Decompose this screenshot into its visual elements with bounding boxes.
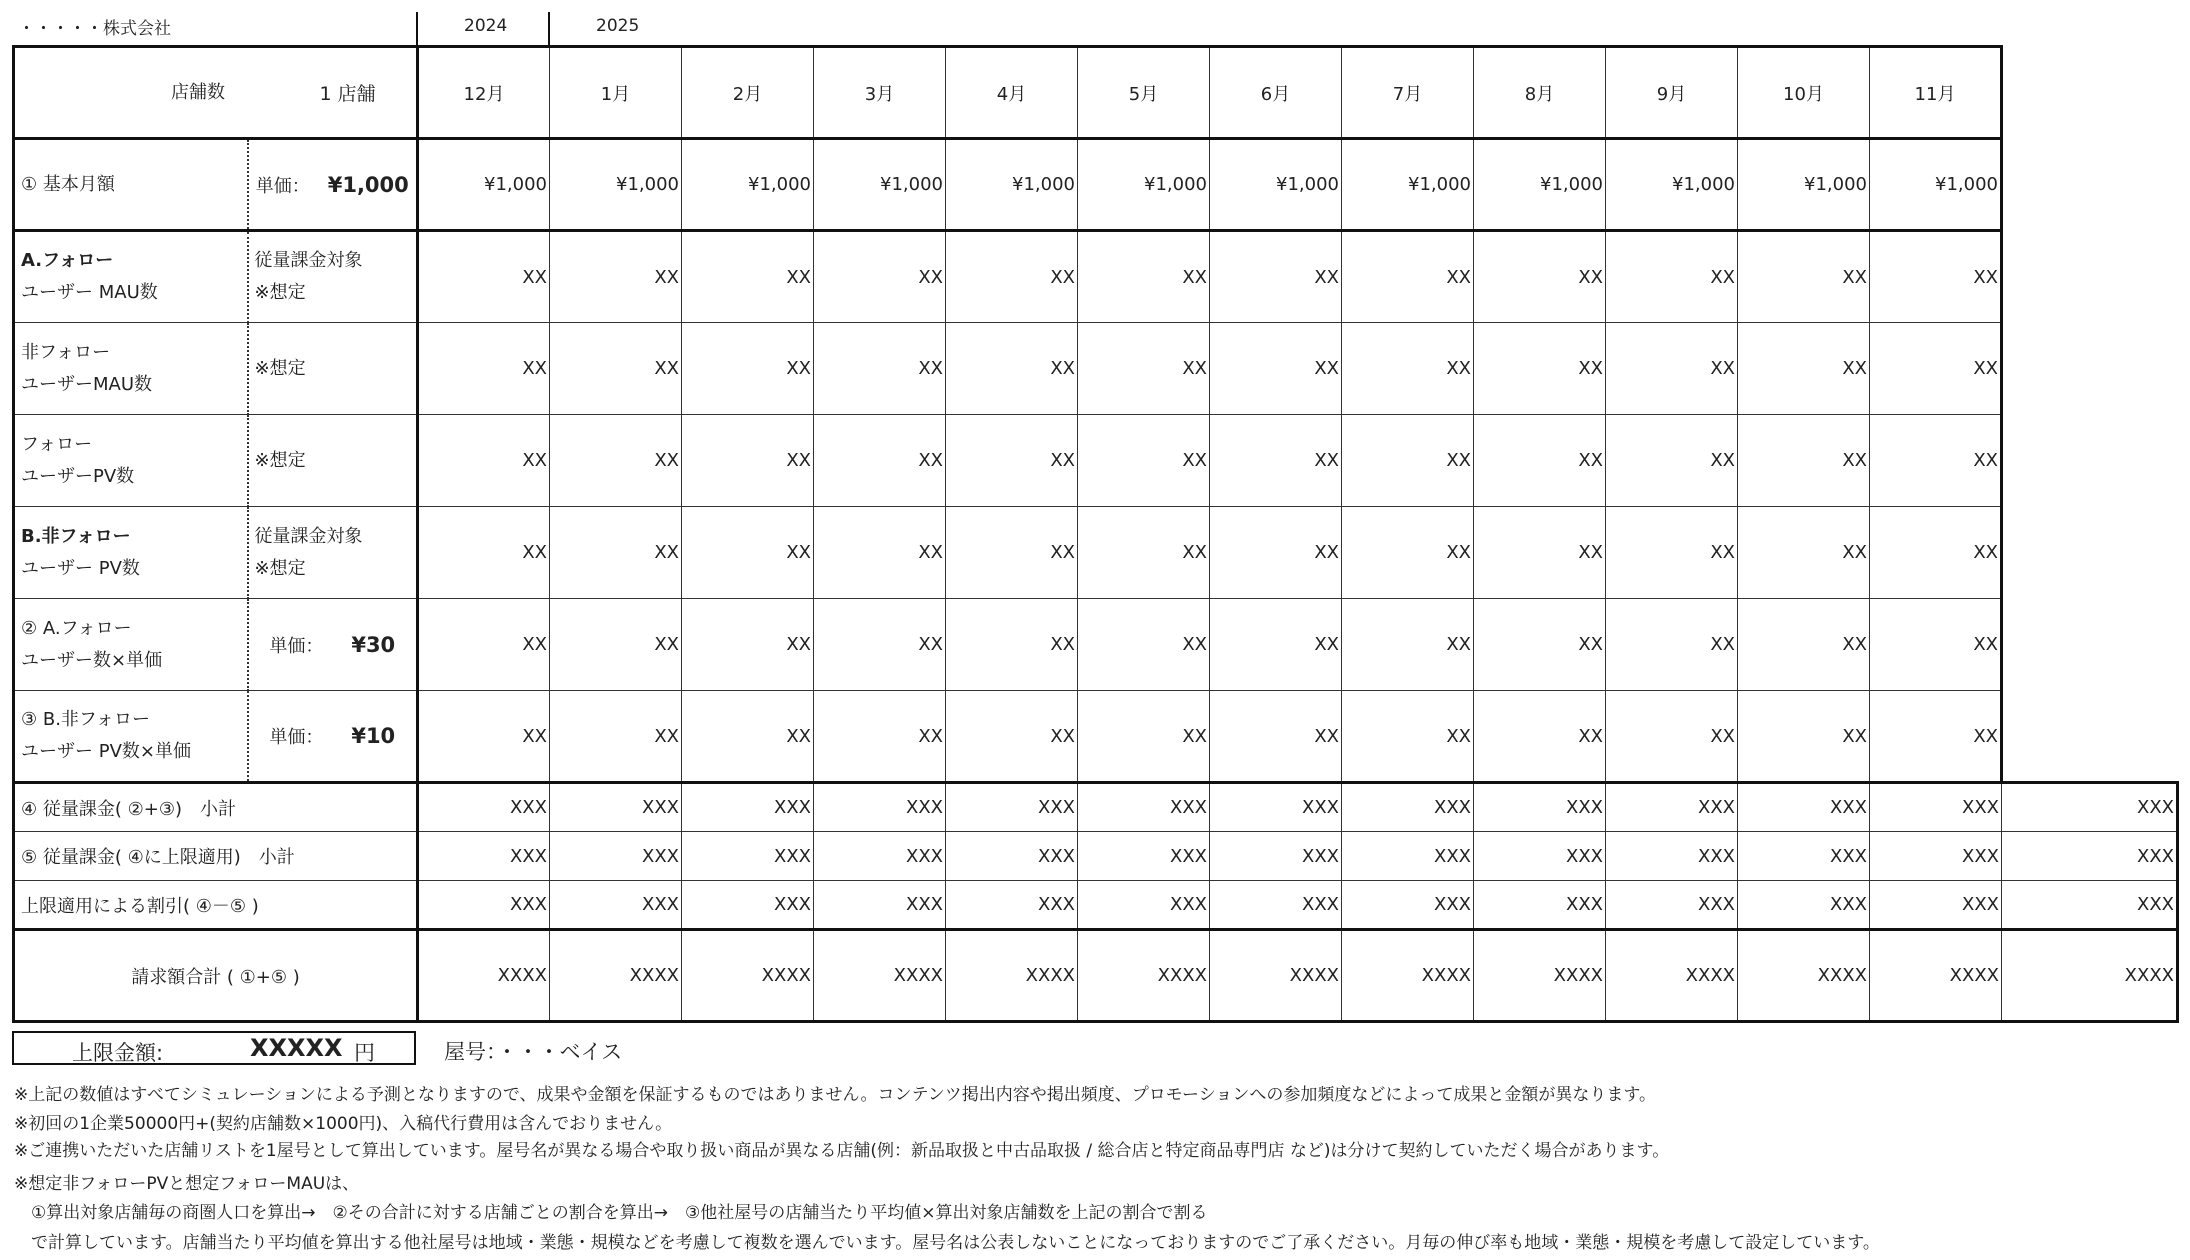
value-cell: XX <box>1078 599 1210 691</box>
month-header: 1月 <box>550 47 682 139</box>
value-cell: XX <box>1474 599 1606 691</box>
subtotal-value: XXX <box>1474 832 1606 881</box>
base-fee-price-value: ¥1,000 <box>327 172 409 197</box>
row-sub-line1: 従量課金対象 <box>254 525 363 547</box>
total-value: XXXX <box>946 930 1078 1022</box>
note-line: ※想定非フォローPVと想定フォローMAUは、 <box>14 1174 360 1194</box>
value-cell: XX <box>1870 323 2002 415</box>
store-count-label: 店舗数 <box>171 81 225 103</box>
empty-cell <box>2002 691 2178 783</box>
year-divider <box>416 12 418 46</box>
priced-label-line1: ② A.フォロー <box>21 617 132 639</box>
value-cell: ¥1,000 <box>1210 139 1342 231</box>
month-header: 3月 <box>814 47 946 139</box>
priced-label-cell <box>14 691 248 783</box>
month-header: 2月 <box>682 47 814 139</box>
value-cell: XX <box>418 507 550 599</box>
base-fee-price-cell <box>248 139 418 231</box>
month-header: 5月 <box>1078 47 1210 139</box>
metric-label-cell <box>14 323 248 415</box>
total-value: XXXX <box>1210 930 1342 1022</box>
shop-name: 屋号：・・・ベイス <box>444 1040 623 1064</box>
subtotal-value: XXX <box>814 783 946 832</box>
subtotal-value: XXX <box>682 832 814 881</box>
value-cell: XX <box>682 323 814 415</box>
year-2024-label: 2024 <box>464 16 508 36</box>
value-cell: XX <box>550 323 682 415</box>
metric-sub-cell <box>248 507 418 599</box>
value-cell: XX <box>1210 507 1342 599</box>
month-header: 7月 <box>1342 47 1474 139</box>
empty-cell <box>2002 599 2178 691</box>
value-cell: XX <box>1870 691 2002 783</box>
value-cell: XX <box>814 323 946 415</box>
limit-amount-label: 上限金額: <box>72 1041 164 1065</box>
empty-cell <box>2002 507 2178 599</box>
value-cell: XX <box>1738 507 1870 599</box>
priced-label-cell <box>14 599 248 691</box>
value-cell: XX <box>1210 323 1342 415</box>
note-line: ※ご連携いただいた店舗リストを1屋号として算出しています。屋号名が異なる場合や取り扱い商品が異なる店舗(例：新品取扱と中古品取扱 / 総合店と特定商品専門店 など)は分けて契約していただく場合があります。 <box>14 1141 1670 1161</box>
value-cell: XX <box>1342 231 1474 323</box>
subtotal-value: XXX <box>418 881 550 930</box>
subtotal-label: 上限適用による割引( ④－⑤ ) <box>14 881 418 930</box>
empty-cell <box>2002 415 2178 507</box>
value-cell: XX <box>418 599 550 691</box>
subtotal-label: ⑤ 従量課金( ④に上限適用) 小計 <box>14 832 418 881</box>
value-cell: ¥1,000 <box>946 139 1078 231</box>
value-cell: XX <box>682 415 814 507</box>
value-cell: XX <box>1210 599 1342 691</box>
value-cell: XX <box>1870 231 2002 323</box>
value-cell: XX <box>1210 231 1342 323</box>
row-sub-line1: ※想定 <box>254 357 306 379</box>
subtotal-value: XXX <box>1606 783 1738 832</box>
value-cell: XX <box>1606 231 1738 323</box>
value-cell: XX <box>814 415 946 507</box>
value-cell: ¥1,000 <box>1870 139 2002 231</box>
year-divider <box>548 12 550 46</box>
value-cell: XX <box>1078 415 1210 507</box>
value-cell: XX <box>814 599 946 691</box>
value-cell: XX <box>682 599 814 691</box>
value-cell: XX <box>946 599 1078 691</box>
subtotal-value: XXX <box>550 881 682 930</box>
limit-amount-value: XXXXX <box>250 1034 343 1062</box>
row-label-line1: フォロー <box>21 433 93 455</box>
subtotal-value: XXX <box>1738 783 1870 832</box>
value-cell: XX <box>682 507 814 599</box>
subtotal-value: XXX <box>1606 832 1738 881</box>
value-cell: XX <box>1870 415 2002 507</box>
value-cell: XX <box>946 691 1078 783</box>
subtotal-value: XXX <box>2002 832 2178 881</box>
value-cell: XX <box>946 323 1078 415</box>
value-cell: XX <box>1870 507 2002 599</box>
subtotal-value: XXX <box>1870 783 2002 832</box>
year-2025-label: 2025 <box>596 16 640 36</box>
value-cell: XX <box>418 323 550 415</box>
value-cell: XX <box>1342 507 1474 599</box>
metric-label-cell <box>14 507 248 599</box>
value-cell: XX <box>1210 691 1342 783</box>
subtotal-value: XXX <box>1210 783 1342 832</box>
value-cell: XX <box>1474 415 1606 507</box>
subtotal-value: XXX <box>814 881 946 930</box>
note-line: ※初回の1企業50000円+(契約店舗数×1000円)、入稿代行費用は含んでおりません。 <box>14 1114 673 1134</box>
value-cell: ¥1,000 <box>1738 139 1870 231</box>
total-value: XXXX <box>1738 930 1870 1022</box>
priced-label-line2: ユーザー数×単価 <box>21 649 163 671</box>
value-cell: XX <box>1474 323 1606 415</box>
value-cell: XX <box>1342 599 1474 691</box>
note-line: ①算出対象店舗毎の商圏人口を算出→ ②その合計に対する店舗ごとの割合を算出→ ③他社屋号の店舗当たり平均値×算出対象店舗数を上記の割合で割る <box>14 1203 1208 1223</box>
value-cell: XX <box>946 415 1078 507</box>
empty-cell <box>2002 231 2178 323</box>
unit-price-value: ¥30 <box>351 632 396 657</box>
subtotal-value: XXX <box>1342 783 1474 832</box>
value-cell: XX <box>1342 415 1474 507</box>
value-cell: XX <box>1738 323 1870 415</box>
row-sub-line2: ※想定 <box>254 557 306 579</box>
month-header: 11月 <box>1870 47 2002 139</box>
unit-price-cell <box>248 599 418 691</box>
subtotal-value: XXX <box>1870 881 2002 930</box>
value-cell: XX <box>1870 599 2002 691</box>
unit-price-cell <box>248 691 418 783</box>
subtotal-value: XXX <box>1078 783 1210 832</box>
total-value: XXXX <box>2002 930 2178 1022</box>
row-label-line1: B.非フォロー <box>21 525 131 547</box>
metric-label-cell <box>14 415 248 507</box>
month-header: 10月 <box>1738 47 1870 139</box>
empty-cell <box>2002 323 2178 415</box>
subtotal-value: XXX <box>1210 832 1342 881</box>
value-cell: XX <box>1606 507 1738 599</box>
value-cell: XX <box>550 691 682 783</box>
value-cell: XX <box>682 231 814 323</box>
limit-amount-unit: 円 <box>354 1041 375 1065</box>
value-cell: XX <box>1606 691 1738 783</box>
billing-simulation-table <box>12 45 2179 1023</box>
row-label-line1: 非フォロー <box>21 341 111 363</box>
subtotal-value: XXX <box>418 783 550 832</box>
row-label-line2: ユーザーMAU数 <box>21 373 153 395</box>
subtotal-value: XXX <box>946 881 1078 930</box>
total-value: XXXX <box>1474 930 1606 1022</box>
base-fee-price-label: 単価： <box>255 175 310 197</box>
base-fee-label: ① 基本月額 <box>14 139 248 231</box>
total-value: XXXX <box>682 930 814 1022</box>
unit-price-label: 単価： <box>269 727 324 748</box>
metric-label-cell <box>14 231 248 323</box>
value-cell: XX <box>1474 507 1606 599</box>
subtotal-value: XXX <box>946 832 1078 881</box>
subtotal-value: XXX <box>1078 881 1210 930</box>
priced-label-line1: ③ B.非フォロー <box>21 709 151 730</box>
subtotal-value: XXX <box>682 881 814 930</box>
value-cell: ¥1,000 <box>814 139 946 231</box>
value-cell: XX <box>550 415 682 507</box>
value-cell: ¥1,000 <box>682 139 814 231</box>
value-cell: XX <box>1738 415 1870 507</box>
value-cell: XX <box>550 231 682 323</box>
total-value: XXXX <box>1342 930 1474 1022</box>
row-label-line2: ユーザー MAU数 <box>21 282 158 303</box>
company-name: ・・・・・株式会社 <box>18 19 171 39</box>
total-value: XXXX <box>814 930 946 1022</box>
metric-sub-cell <box>248 323 418 415</box>
metric-sub-cell <box>248 415 418 507</box>
value-cell: XX <box>814 231 946 323</box>
row-sub-line1: ※想定 <box>254 449 306 471</box>
subtotal-value: XXX <box>550 783 682 832</box>
subtotal-value: XXX <box>1342 881 1474 930</box>
value-cell: ¥1,000 <box>1474 139 1606 231</box>
value-cell: XX <box>814 691 946 783</box>
value-cell: XX <box>1342 323 1474 415</box>
value-cell: XX <box>1738 599 1870 691</box>
value-cell: XX <box>946 231 1078 323</box>
value-cell: XX <box>1078 507 1210 599</box>
subtotal-value: XXX <box>814 832 946 881</box>
subtotal-value: XXX <box>550 832 682 881</box>
total-label: 請求額合計 ( ①+⑤ ) <box>14 930 418 1022</box>
value-cell: XX <box>418 691 550 783</box>
store-count-value: 1 店舗 <box>319 83 376 105</box>
value-cell: XX <box>1738 231 1870 323</box>
subtotal-value: XXX <box>1738 881 1870 930</box>
subtotal-value: XXX <box>1606 881 1738 930</box>
priced-label-line2: ユーザー PV数×単価 <box>21 741 191 762</box>
row-label-line2: ユーザー PV数 <box>21 557 140 579</box>
subtotal-value: XXX <box>946 783 1078 832</box>
store-count-label-cell <box>14 47 248 139</box>
value-cell: XX <box>1342 691 1474 783</box>
value-cell: XX <box>1078 231 1210 323</box>
empty-cell <box>2002 139 2178 231</box>
row-label-line2: ユーザーPV数 <box>21 465 135 487</box>
value-cell: XX <box>550 599 682 691</box>
note-line: ※上記の数値はすべてシミュレーションによる予測となりますので、成果や金額を保証するものではありません。コンテンツ掲出内容や掲出頻度、プロモーションへの参加頻度などによって成果と金額が異なります。 <box>14 1085 1656 1105</box>
unit-price-value: ¥10 <box>351 724 396 748</box>
value-cell: XX <box>1606 415 1738 507</box>
subtotal-value: XXX <box>1474 783 1606 832</box>
value-cell: XX <box>1474 691 1606 783</box>
value-cell: ¥1,000 <box>418 139 550 231</box>
store-count-value-cell <box>248 47 418 139</box>
subtotal-value: XXX <box>682 783 814 832</box>
month-header: 6月 <box>1210 47 1342 139</box>
value-cell: XX <box>1738 691 1870 783</box>
value-cell: XX <box>1474 231 1606 323</box>
value-cell: XX <box>946 507 1078 599</box>
month-header: 12月 <box>418 47 550 139</box>
subtotal-value: XXX <box>1078 832 1210 881</box>
total-value: XXXX <box>1870 930 2002 1022</box>
total-value: XXXX <box>1606 930 1738 1022</box>
row-sub-line1: 従量課金対象 <box>254 250 363 271</box>
month-header: 4月 <box>946 47 1078 139</box>
subtotal-value: XXX <box>1738 832 1870 881</box>
subtotal-label: ④ 従量課金( ②+③) 小計 <box>14 783 418 832</box>
value-cell: XX <box>1606 323 1738 415</box>
unit-price-label: 単価： <box>269 635 324 657</box>
value-cell: XX <box>1606 599 1738 691</box>
value-cell: ¥1,000 <box>550 139 682 231</box>
subtotal-value: XXX <box>418 832 550 881</box>
value-cell: XX <box>1078 691 1210 783</box>
value-cell: ¥1,000 <box>1342 139 1474 231</box>
value-cell: XX <box>550 507 682 599</box>
row-sub-line2: ※想定 <box>254 282 306 303</box>
value-cell: XX <box>418 231 550 323</box>
subtotal-value: XXX <box>1870 832 2002 881</box>
total-value: XXXX <box>550 930 682 1022</box>
value-cell: XX <box>1078 323 1210 415</box>
month-header: 9月 <box>1606 47 1738 139</box>
value-cell: ¥1,000 <box>1606 139 1738 231</box>
month-header: 8月 <box>1474 47 1606 139</box>
value-cell: ¥1,000 <box>1078 139 1210 231</box>
subtotal-value: XXX <box>1210 881 1342 930</box>
total-value: XXXX <box>418 930 550 1022</box>
value-cell: XX <box>682 691 814 783</box>
metric-sub-cell <box>248 231 418 323</box>
subtotal-value: XXX <box>1474 881 1606 930</box>
subtotal-value: XXX <box>2002 881 2178 930</box>
total-value: XXXX <box>1078 930 1210 1022</box>
limit-amount-box <box>12 1031 416 1065</box>
subtotal-value: XXX <box>1342 832 1474 881</box>
value-cell: XX <box>814 507 946 599</box>
row-label-line1: A.フォロー <box>21 250 114 271</box>
subtotal-value: XXX <box>2002 783 2178 832</box>
empty-cell <box>2002 47 2178 139</box>
value-cell: XX <box>418 415 550 507</box>
value-cell: XX <box>1210 415 1342 507</box>
note-line: で計算しています。店舗当たり平均値を算出する他社屋号は地域・業態・規模などを考慮して複数を選んでいます。屋号名は公表しないことになっておりますのでご了承ください。月毎の伸び率も地域・業態・規模を考慮して設定しています。 <box>14 1233 1880 1253</box>
